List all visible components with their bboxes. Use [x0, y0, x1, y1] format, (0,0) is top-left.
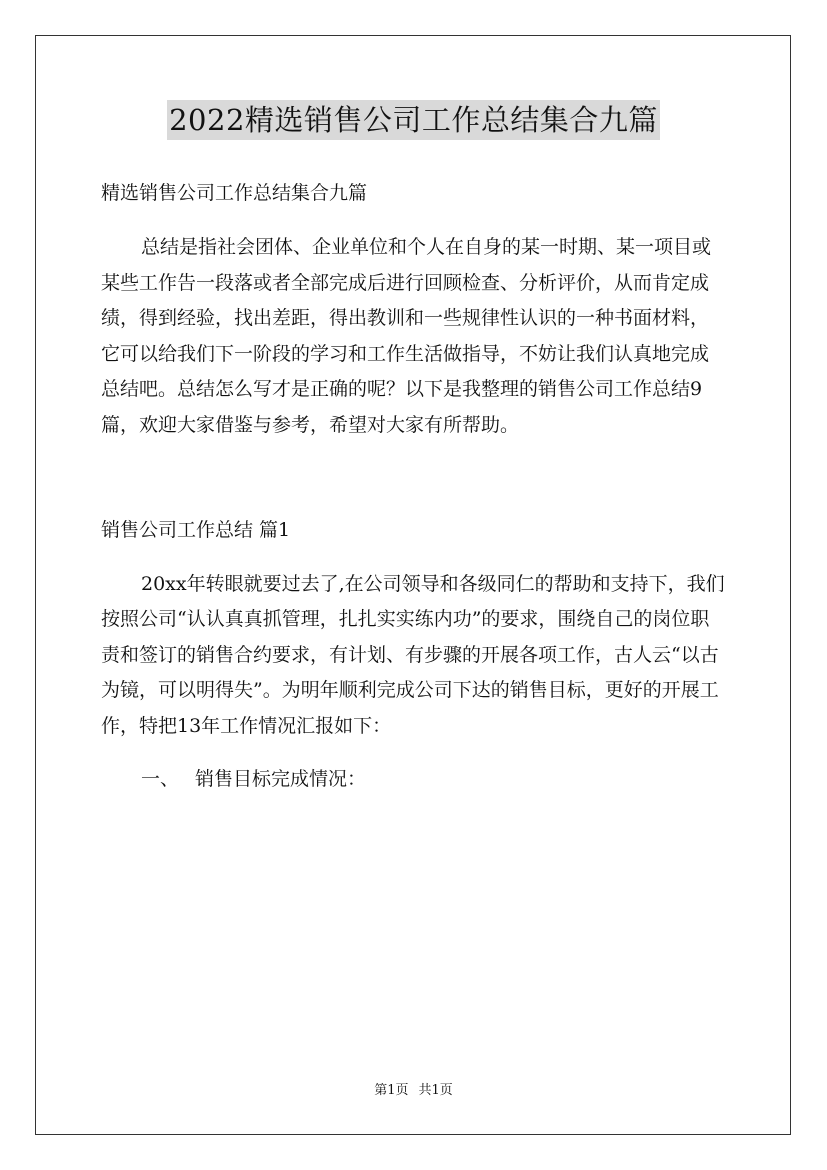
intro-paragraph: 总结是指社会团体、企业单位和个人在自身的某一时期、某一项目或某些工作告一段落或者全部完成后进行回顾检查、分析评价，从而肯定成绩，得到经验，找出差距，得出教训和一些规律性认识的一种书面材料，它可以给我们下一阶段的学习和工作生活做指导，不妨让我们认真地完成总结吧。总结怎么写才是正确的呢？以下是我整理的销售公司工作总结9篇，欢迎大家借鉴与参考，希望对大家有所帮助。 [101, 236, 712, 436]
document-body [101, 176, 727, 798]
list-item-text: 销售目标完成情况： [195, 768, 367, 790]
title-container [0, 100, 827, 140]
section-paragraph: 20xx年转眼就要过去了,在公司领导和各级同仁的帮助和支持下，我们按照公司“认认真真抓管理，扎扎实实练内功”的要求，围绕自己的岗位职责和签订的销售合约要求，有计划、有步骤的开展各项工作，古人云“以古为镜，可以明得失”。为明年顺利完成公司下达的销售目标，更好的开展工作，特把13年工作情况汇报如下： [101, 572, 725, 737]
document-title: 2022精选销售公司工作总结集合九篇 [167, 100, 660, 140]
page-number-current: 第1页 [374, 1083, 409, 1098]
page-number-total: 共1页 [418, 1083, 453, 1098]
section-heading: 销售公司工作总结 篇1 [101, 519, 291, 541]
list-item [101, 762, 727, 798]
list-item-marker: 一、 [141, 768, 180, 790]
document-subtitle: 精选销售公司工作总结集合九篇 [101, 182, 368, 204]
page-footer [0, 1082, 827, 1100]
